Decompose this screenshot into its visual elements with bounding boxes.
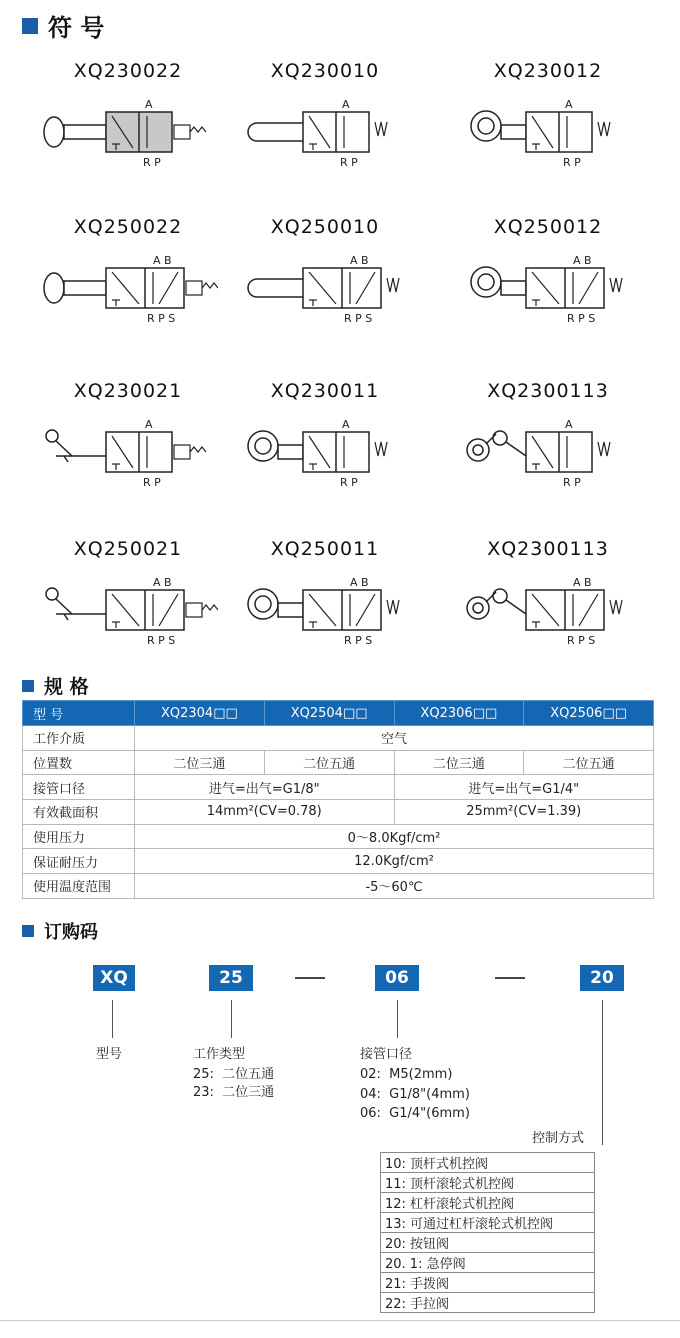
control-option: 12: 杠杆滚轮式机控阀	[381, 1193, 595, 1213]
valve-symbol-diagram	[235, 246, 415, 326]
valve-code: XQ230011	[270, 380, 380, 402]
valve-code: XQ250010	[270, 216, 380, 238]
table-row	[23, 874, 654, 899]
table-row	[23, 775, 654, 800]
connector-line	[602, 1000, 603, 1145]
svg-text:A: A	[342, 418, 350, 431]
valve-code: XQ230021	[73, 380, 183, 402]
valve-code: XQ250011	[270, 538, 380, 560]
separator-dash	[295, 977, 325, 979]
spec-table	[22, 700, 654, 899]
table-row	[381, 1273, 595, 1293]
svg-text:A: A	[342, 98, 350, 111]
port-option: 06: G1/4"(6mm)	[360, 1106, 470, 1121]
code-box-type: 25	[209, 965, 253, 991]
symbol-cell	[28, 380, 228, 490]
row-value: 14mm²(CV=0.78)	[135, 800, 395, 825]
svg-text:R P: R P	[340, 476, 358, 489]
svg-text:A: A	[145, 98, 153, 111]
symbols-title: 符 号	[48, 14, 105, 42]
control-option: 11: 顶杆滚轮式机控阀	[381, 1173, 595, 1193]
row-value: 0～8.0Kgf/cm²	[135, 824, 654, 849]
order-heading	[22, 918, 98, 944]
svg-text:R P: R P	[143, 156, 161, 169]
symbol-cell	[28, 60, 228, 170]
symbol-cell	[225, 60, 425, 170]
symbol-cell	[225, 216, 425, 326]
row-label: 有效截面积	[23, 800, 135, 825]
connector-line	[231, 1000, 232, 1038]
spec-heading	[22, 672, 89, 699]
heading-square-icon	[22, 18, 38, 34]
svg-text:R P S: R P S	[344, 312, 373, 325]
valve-code: XQ230010	[270, 60, 380, 82]
symbol-cell	[448, 60, 648, 170]
valve-symbol-diagram	[458, 90, 638, 170]
row-value: 二位五通	[524, 750, 654, 775]
port-option: 04: G1/8"(4mm)	[360, 1087, 470, 1102]
svg-text:A: A	[565, 98, 573, 111]
row-label: 接管口径	[23, 775, 135, 800]
valve-code: XQ230012	[493, 60, 603, 82]
connector-line	[112, 1000, 113, 1038]
symbol-cell	[448, 380, 648, 490]
svg-text:A B: A B	[350, 254, 369, 267]
valve-symbol-diagram	[38, 568, 218, 648]
row-label: 使用压力	[23, 824, 135, 849]
table-row	[23, 824, 654, 849]
spec-header-row	[23, 701, 654, 726]
valve-symbol-diagram	[235, 568, 415, 648]
control-table	[380, 1152, 595, 1313]
svg-text:R P S: R P S	[147, 312, 176, 325]
control-option: 13: 可通过杠杆滚轮式机控阀	[381, 1213, 595, 1233]
code-box-series: XQ	[93, 965, 135, 991]
port-option: 02: M5(2mm)	[360, 1067, 453, 1082]
table-row	[23, 726, 654, 751]
svg-text:R P: R P	[340, 156, 358, 169]
valve-symbol-diagram	[458, 410, 638, 490]
row-value: 25mm²(CV=1.39)	[394, 800, 654, 825]
row-label: 保证耐压力	[23, 849, 135, 874]
symbol-cell	[225, 538, 425, 648]
port-title: 接管口径	[360, 1047, 413, 1062]
svg-text:R P: R P	[143, 476, 161, 489]
valve-symbol-diagram	[235, 90, 415, 170]
connector-line	[397, 1000, 398, 1038]
symbol-cell	[28, 538, 228, 648]
valve-code: XQ250022	[73, 216, 183, 238]
svg-text:A: A	[565, 418, 573, 431]
header-cell: XQ2506□□	[524, 701, 654, 726]
table-row	[381, 1173, 595, 1193]
header-cell: XQ2306□□	[394, 701, 524, 726]
table-row	[381, 1153, 595, 1173]
svg-text:R P S: R P S	[147, 634, 176, 647]
code-box-control: 20	[580, 965, 624, 991]
valve-symbol-diagram	[458, 246, 638, 326]
svg-text:R P S: R P S	[567, 312, 596, 325]
valve-code: XQ230022	[73, 60, 183, 82]
order-title: 订购码	[44, 922, 98, 943]
symbol-cell	[28, 216, 228, 326]
table-row	[381, 1293, 595, 1313]
valve-code: XQ2300113	[487, 538, 609, 560]
svg-text:R P: R P	[563, 156, 581, 169]
svg-text:A B: A B	[153, 254, 172, 267]
control-title: 控制方式	[532, 1131, 585, 1146]
table-row	[23, 750, 654, 775]
table-row	[381, 1193, 595, 1213]
valve-symbol-diagram	[38, 90, 218, 170]
heading-square-icon	[22, 925, 34, 937]
control-option: 21: 手拨阀	[381, 1273, 595, 1293]
svg-text:R P: R P	[563, 476, 581, 489]
table-row	[381, 1233, 595, 1253]
row-label: 位置数	[23, 750, 135, 775]
valve-symbol-diagram	[38, 246, 218, 326]
table-row	[381, 1253, 595, 1273]
table-row	[23, 800, 654, 825]
row-value: 12.0Kgf/cm²	[135, 849, 654, 874]
svg-text:R P S: R P S	[344, 634, 373, 647]
symbol-cell	[448, 538, 648, 648]
control-option: 20. 1: 急停阀	[381, 1253, 595, 1273]
valve-code: XQ2300113	[487, 380, 609, 402]
table-row	[23, 849, 654, 874]
control-option: 10: 顶杆式机控阀	[381, 1153, 595, 1173]
svg-text:A: A	[145, 418, 153, 431]
row-label: 工作介质	[23, 726, 135, 751]
type-option: 23: 二位三通	[193, 1085, 275, 1100]
row-value: 二位三通	[394, 750, 524, 775]
table-row	[381, 1213, 595, 1233]
header-cell: 型 号	[23, 701, 135, 726]
spec-title: 规 格	[44, 676, 89, 698]
row-value: 二位三通	[135, 750, 265, 775]
svg-text:A B: A B	[153, 576, 172, 589]
row-label: 使用温度范围	[23, 874, 135, 899]
page-bottom-divider	[0, 1320, 680, 1321]
separator-dash	[495, 977, 525, 979]
row-value: 进气=出气=G1/8"	[135, 775, 395, 800]
type-option: 25: 二位五通	[193, 1067, 275, 1082]
svg-text:A B: A B	[573, 576, 592, 589]
symbol-cell	[448, 216, 648, 326]
control-option: 22: 手拉阀	[381, 1293, 595, 1313]
row-value: 空气	[135, 726, 654, 751]
code-box-port: 06	[375, 965, 419, 991]
symbols-heading	[22, 8, 104, 43]
model-label: 型号	[96, 1047, 123, 1062]
heading-square-icon	[22, 680, 34, 692]
row-value: 进气=出气=G1/4"	[394, 775, 654, 800]
valve-code: XQ250021	[73, 538, 183, 560]
row-value: -5～60℃	[135, 874, 654, 899]
valve-code: XQ250012	[493, 216, 603, 238]
svg-text:A B: A B	[573, 254, 592, 267]
control-option: 20: 按钮阀	[381, 1233, 595, 1253]
header-cell: XQ2504□□	[264, 701, 394, 726]
row-value: 二位五通	[264, 750, 394, 775]
svg-text:R P S: R P S	[567, 634, 596, 647]
valve-symbol-diagram	[38, 410, 218, 490]
header-cell: XQ2304□□	[135, 701, 265, 726]
valve-symbol-diagram	[458, 568, 638, 648]
valve-symbol-diagram	[235, 410, 415, 490]
symbol-cell	[225, 380, 425, 490]
svg-text:A B: A B	[350, 576, 369, 589]
type-title: 工作类型	[193, 1047, 246, 1062]
